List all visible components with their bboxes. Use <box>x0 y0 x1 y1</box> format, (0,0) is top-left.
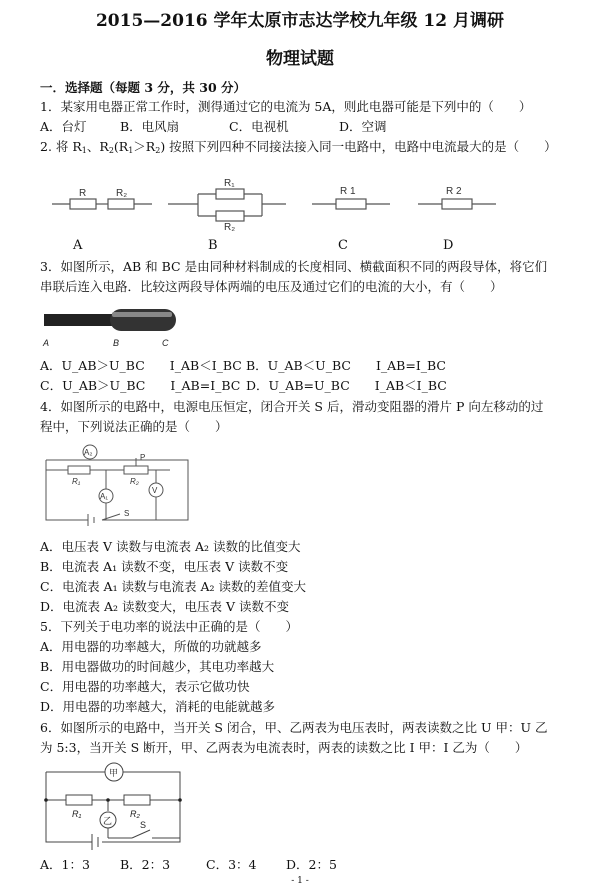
q3-option-b: B．U_AB＜U_BC I_AB=I_BC <box>246 358 446 373</box>
q1-option-a: A．台灯 <box>40 119 87 134</box>
q5-option-c: C．用电器的功率越大，表示它做功快 <box>40 679 250 694</box>
q6-option-b: B．2：3 <box>120 857 171 872</box>
q4-label-r1: R₁ <box>72 477 81 486</box>
q6-circuit-diagram <box>40 762 190 850</box>
q6-label-yi: 乙 <box>103 816 113 826</box>
q2-label-r2-b: R₂ <box>224 222 236 232</box>
q4-stem-line1: 4．如图所示的电路中，电源电压恒定，闭合开关 S 后，滑动变阻器的滑片 P 向左移动的过 <box>40 399 544 414</box>
q2-label-r1-b: R₁ <box>224 178 235 189</box>
q4-option-d: D．电流表 A₂ 读数变大，电压表 V 读数不变 <box>40 599 289 614</box>
q3-rod-label-c: C <box>162 338 169 348</box>
q2-stem: 2. 将 $R_1$、$R_2(R_1>R_2)$ 按照下列四种不同接法接入同一电路中，电路中电流最大的是（ ） <box>40 139 557 155</box>
q4-option-a: A．电压表 V 读数与电流表 A₂ 读数的比值变大 <box>40 539 301 554</box>
q3-option-a: A．U_AB＞U_BC I_AB＜I_BC <box>40 358 242 373</box>
q6-label-jia: 甲 <box>109 768 119 778</box>
q6-stem-line1: 6．如图所示的电路中，当开关 S 闭合，甲、乙两表为电压表时，两表读数之比 U 甲：U 乙 <box>40 720 548 735</box>
q4-label-p: P <box>140 453 146 462</box>
q6-option-a: A．1：3 <box>40 857 90 872</box>
q1-stem: 1．某家用电器正常工作时，测得通过它的电流为 5A，则此电器可能是下列中的（ ） <box>40 99 532 114</box>
q4-label-v: V <box>152 486 158 495</box>
page-number: - 1 - <box>291 876 309 886</box>
q5-stem: 5．下列关于电功率的说法中正确的是（ ） <box>40 619 298 634</box>
exam-subtitle: 物理试题 <box>266 49 334 69</box>
q3-stem-line2: 串联后连入电路．比较这两段导体两端的电压及通过它们的电流的大小，有（ ） <box>40 279 503 294</box>
q4-label-s: S <box>124 509 130 518</box>
q6-option-d: D．2：5 <box>286 857 337 872</box>
q6-stem-line2: 为 5:3，当开关 S 断开，甲、乙两表为电流表时，两表的读数之比 I 甲：I 乙为（ ） <box>40 740 528 755</box>
q3-conductor-figure <box>40 304 190 350</box>
q2-choice-b: B <box>208 238 218 253</box>
q3-option-c: C．U_AB＞U_BC I_AB=I_BC <box>40 378 241 393</box>
q2-choice-d: D <box>443 238 454 253</box>
q1-option-b: B．电风扇 <box>120 119 180 134</box>
q5-option-b: B．用电器做功的时间越少，其电功率越大 <box>40 659 275 674</box>
q6-label-s: S <box>140 820 147 830</box>
q4-option-c: C．电流表 A₁ 读数与电流表 A₂ 读数的差值变大 <box>40 579 307 594</box>
q2-circuit-diagrams <box>40 172 560 232</box>
q6-option-c: C．3：4 <box>206 857 257 872</box>
q6-label-r2: R₂ <box>130 809 140 819</box>
q4-stem-line2: 程中，下列说法正确的是（ ） <box>40 419 228 434</box>
q4-label-a1: A₁ <box>100 492 109 501</box>
q3-rod-label-b: B <box>113 338 120 348</box>
q2-label-r2-a: R₂ <box>116 188 128 199</box>
q1-option-c: C．电视机 <box>229 119 289 134</box>
q2-label-r1-c: R 1 <box>340 186 356 197</box>
q4-circuit-diagram <box>40 440 200 532</box>
q3-stem-line1: 3．如图所示，AB 和 BC 是由同种材料制成的长度相同、横截面积不同的两段导体，将它们 <box>40 259 548 274</box>
q6-label-r1: R₁ <box>72 809 82 819</box>
q4-option-b: B．电流表 A₁ 读数不变，电压表 V 读数不变 <box>40 559 289 574</box>
q2-choice-c: C <box>338 238 348 253</box>
q2-label-r2-d: R 2 <box>446 186 462 197</box>
q3-option-d: D．U_AB=U_BC I_AB＜I_BC <box>246 378 447 393</box>
q1-option-d: D．空调 <box>339 119 387 134</box>
q2-label-r: R <box>79 188 87 199</box>
exam-title: 2015—2016 学年太原市志达学校九年级 12 月调研 <box>95 11 505 31</box>
q5-option-d: D．用电器的功率越大，消耗的电能就越多 <box>40 699 276 714</box>
q4-label-r2: R₂ <box>130 477 139 486</box>
q3-rod-label-a: A <box>43 338 50 348</box>
section-heading: 一．选择题（每题 3 分，共 30 分） <box>40 80 247 95</box>
q5-option-a: A．用电器的功率越大，所做的功就越多 <box>40 639 262 654</box>
q4-label-a2: A₂ <box>84 448 93 457</box>
q2-choice-a: A <box>73 238 83 253</box>
